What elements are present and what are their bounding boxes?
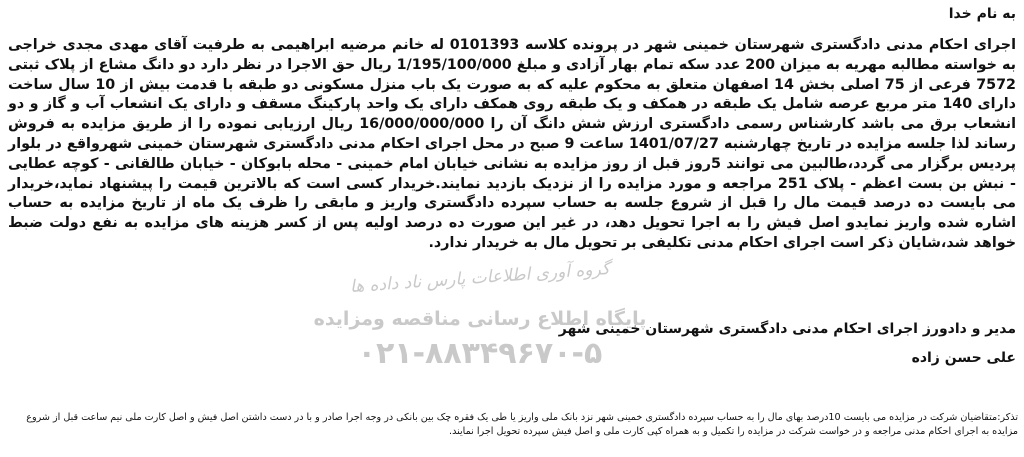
document-heading: به نام خدا (948, 6, 1016, 22)
footnote-text: تذکر:متقاضیان شرکت در مزایده می بایست 10درصد بهای مال را به حساب سپرده دادگستری خمینی شهر نزد بانک ملی واریز یا طی یک فقره چک بین بانکی در وجه اجرا صادر و با در دست داشتن اصل فیش و اصل کارت ملی نیم ساعت قبل از شروع مزایده به اجرای احکام مدنی مراجعه و در خواست شرکت در مزایده را تکمیل و به همراه کپی کارت ملی و اصل فیش سپرده تحویل اجرا نمایند. (26, 412, 1018, 437)
watermark (300, 258, 660, 371)
watermark-phone-number: ۰۲۱-۸۸۳۴۹۶۷۰-۵ (357, 336, 603, 371)
watermark-tagline: پایگاه اطلاع رسانی مناقصه ومزایده (313, 308, 647, 330)
watermark-company-name: گروه آوری اطلاعات پارس ناد داده ها (349, 258, 611, 298)
signer-name: علی حسن زاده (911, 350, 1016, 366)
signer-title: مدیر و دادورز اجرای احکام مدنی دادگستری شهرستان خمینی شهر (558, 321, 1016, 337)
notice-body-text: اجرای احکام مدنی دادگستری شهرستان خمینی شهر در پرونده کلاسه 0101393 له خانم مرضیه ابراهیمی به طرفیت آقای مهدی مجدی خراجی به خواسته مطالبه مهریه به میزان 200 عدد سکه تمام بهار آزادی و مبلغ 1/195/100/000 ریال حق الاجرا در نظر دارد دو دانگ مشاع از پلاک ثبتی 7572 فرعی از 75 اصلی بخش 14 اصفهان متعلق به محکوم علیه که به صورت یک باب منزل مسکونی دو طبقه با قدمت بیش از 10 سال ساخت دارای 140 متر مربع عرصه شامل یک طبقه در همکف و یک طبقه روی همکف دارای یک واحد پارکینگ مسقف و دارای یک انشعاب آب و گاز و دو انشعاب برق می باشد کارشناس رسمی دادگستری ارزش شش دانگ آن را 16/000/000/000 ریال ارزیابی نموده را از طریق مزایده به فروش رساند لذا جلسه مزایده در تاریخ چهارشنبه 1401/07/27 ساعت 9 صبح در محل اجرای احکام مدنی دادگستری شهرستان خمینی شهرواقع در بلوار پردیس برگزار می گردد،طالبین می توانند 5روز قبل از روز مزایده به نشانی خیابان امام خمینی - محله بابوکان - خیابان طالقانی - کوچه عطایی - نبش بن بست اعظم - پلاک 251 مراجعه و مورد مزایده را از نزدیک بازدید نمایند.خریدار کسی است که بالاترین قیمت را پیشنهاد نماید،خریدار می بایست ده درصد قیمت مال را قبل از شروع جلسه به حساب سپرده دادگستری واریز و مابقی را ظرف یک ماه از تاریخ مزایده به حساب اشاره شده واریز نمایدو اصل فیش را به اجرا تحویل دهد، در غیر این صورت ده درصد اولیه پس از کسر هزینه های مزایده به نفع دولت ضبط خواهد شد،شایان ذکر است اجرای احکام مدنی تکلیفی بر تحویل مال به خریدار ندارد. (8, 37, 1016, 251)
